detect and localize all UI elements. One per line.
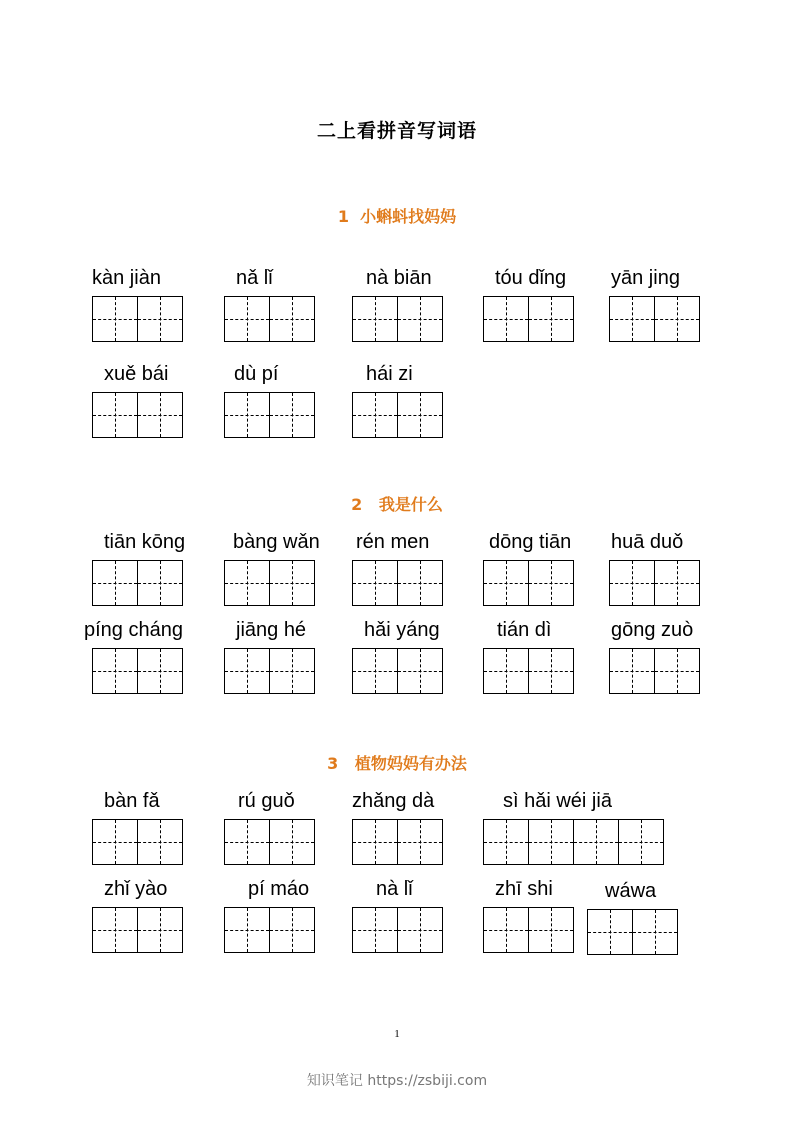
writing-boxes	[224, 819, 315, 865]
pinyin-label: kàn jiàn	[92, 267, 161, 289]
tianzige-cell[interactable]	[483, 560, 529, 606]
tianzige-cell[interactable]	[483, 296, 529, 342]
pinyin-label: nà biān	[366, 267, 432, 289]
tianzige-cell[interactable]	[224, 392, 270, 438]
tianzige-cell[interactable]	[609, 296, 655, 342]
writing-boxes	[92, 819, 183, 865]
pinyin-label: rén men	[356, 531, 430, 553]
writing-boxes	[92, 907, 183, 953]
tianzige-cell[interactable]	[224, 819, 270, 865]
writing-boxes	[224, 296, 315, 342]
tianzige-cell[interactable]	[528, 648, 574, 694]
pinyin-label: dù pí	[234, 363, 279, 385]
writing-boxes	[224, 392, 315, 438]
section-heading: 3 植物妈妈有办法	[327, 754, 467, 773]
tianzige-cell[interactable]	[224, 296, 270, 342]
tianzige-cell[interactable]	[352, 907, 398, 953]
tianzige-cell[interactable]	[397, 819, 443, 865]
tianzige-cell[interactable]	[397, 560, 443, 606]
writing-boxes	[224, 560, 315, 606]
writing-boxes	[609, 560, 700, 606]
tianzige-cell[interactable]	[92, 907, 138, 953]
tianzige-cell[interactable]	[397, 907, 443, 953]
pinyin-label: pí máo	[248, 878, 310, 900]
writing-boxes	[92, 648, 183, 694]
tianzige-cell[interactable]	[269, 296, 315, 342]
writing-boxes	[352, 560, 443, 606]
tianzige-cell[interactable]	[654, 296, 700, 342]
tianzige-cell[interactable]	[224, 648, 270, 694]
writing-boxes	[587, 909, 678, 955]
pinyin-label: tián dì	[497, 619, 552, 641]
tianzige-cell[interactable]	[654, 648, 700, 694]
tianzige-cell[interactable]	[528, 560, 574, 606]
tianzige-cell[interactable]	[92, 392, 138, 438]
tianzige-cell[interactable]	[269, 907, 315, 953]
pinyin-label: jiāng hé	[236, 619, 307, 641]
pinyin-label: bàng wǎn	[233, 531, 320, 553]
pinyin-label: gōng zuò	[611, 619, 694, 641]
tianzige-cell[interactable]	[609, 560, 655, 606]
pinyin-label: rú guǒ	[238, 790, 295, 812]
tianzige-cell[interactable]	[352, 819, 398, 865]
pinyin-label: píng cháng	[84, 619, 183, 641]
tianzige-cell[interactable]	[92, 648, 138, 694]
tianzige-cell[interactable]	[654, 560, 700, 606]
writing-boxes	[224, 907, 315, 953]
writing-boxes	[609, 648, 700, 694]
pinyin-label: tiān kōng	[104, 531, 186, 553]
tianzige-cell[interactable]	[573, 819, 619, 865]
writing-boxes	[352, 648, 443, 694]
tianzige-cell[interactable]	[92, 819, 138, 865]
writing-boxes	[483, 648, 574, 694]
pinyin-label: hǎi yáng	[364, 619, 440, 641]
writing-boxes	[92, 560, 183, 606]
writing-boxes	[483, 907, 574, 953]
tianzige-cell[interactable]	[609, 648, 655, 694]
tianzige-cell[interactable]	[528, 819, 574, 865]
tianzige-cell[interactable]	[483, 907, 529, 953]
tianzige-cell[interactable]	[397, 648, 443, 694]
pinyin-label: tóu dǐng	[495, 267, 567, 289]
tianzige-cell[interactable]	[137, 296, 183, 342]
tianzige-cell[interactable]	[137, 392, 183, 438]
tianzige-cell[interactable]	[224, 907, 270, 953]
writing-boxes	[224, 648, 315, 694]
tianzige-cell[interactable]	[269, 648, 315, 694]
tianzige-cell[interactable]	[352, 296, 398, 342]
tianzige-cell[interactable]	[632, 909, 678, 955]
tianzige-cell[interactable]	[528, 907, 574, 953]
pinyin-label: zhǐ yào	[104, 878, 168, 900]
writing-boxes	[609, 296, 700, 342]
tianzige-cell[interactable]	[137, 907, 183, 953]
pinyin-label: zhī shi	[495, 878, 553, 900]
pinyin-label: wáwa	[605, 880, 657, 902]
footer-watermark: 知识笔记 https://zsbiji.com	[306, 1073, 488, 1089]
pinyin-label: nǎ lǐ	[236, 267, 273, 289]
pinyin-label: huā duǒ	[611, 531, 684, 553]
tianzige-cell[interactable]	[224, 560, 270, 606]
writing-boxes	[352, 907, 443, 953]
tianzige-cell[interactable]	[587, 909, 633, 955]
tianzige-cell[interactable]	[92, 560, 138, 606]
writing-boxes	[483, 296, 574, 342]
page-title: 二上看拼音写词语	[316, 120, 477, 142]
writing-boxes	[483, 560, 574, 606]
tianzige-cell[interactable]	[352, 560, 398, 606]
pinyin-label: hái zi	[366, 363, 413, 385]
writing-boxes	[352, 296, 443, 342]
section-heading: 1 小蝌蚪找妈妈	[337, 207, 457, 226]
tianzige-cell[interactable]	[137, 560, 183, 606]
tianzige-cell[interactable]	[269, 560, 315, 606]
pinyin-label: sì hǎi wéi jiā	[503, 790, 612, 812]
pinyin-label: zhǎng dà	[352, 790, 435, 812]
page-number: 1	[394, 1028, 400, 1040]
tianzige-cell[interactable]	[269, 392, 315, 438]
writing-boxes	[483, 819, 664, 865]
tianzige-cell[interactable]	[269, 819, 315, 865]
pinyin-label: bàn fǎ	[104, 790, 160, 812]
writing-boxes	[92, 296, 183, 342]
pinyin-label: dōng tiān	[489, 531, 572, 553]
writing-boxes	[352, 819, 443, 865]
tianzige-cell[interactable]	[352, 648, 398, 694]
tianzige-cell[interactable]	[397, 392, 443, 438]
tianzige-cell[interactable]	[528, 296, 574, 342]
pinyin-label: yān jing	[611, 267, 680, 289]
pinyin-label: nà lǐ	[376, 878, 413, 900]
tianzige-cell[interactable]	[397, 296, 443, 342]
writing-boxes	[352, 392, 443, 438]
tianzige-cell[interactable]	[618, 819, 664, 865]
tianzige-cell[interactable]	[483, 819, 529, 865]
writing-boxes	[92, 392, 183, 438]
tianzige-cell[interactable]	[483, 648, 529, 694]
section-heading: 2 我是什么	[351, 495, 443, 514]
tianzige-cell[interactable]	[137, 648, 183, 694]
pinyin-label: xuě bái	[104, 363, 169, 385]
tianzige-cell[interactable]	[137, 819, 183, 865]
tianzige-cell[interactable]	[92, 296, 138, 342]
tianzige-cell[interactable]	[352, 392, 398, 438]
